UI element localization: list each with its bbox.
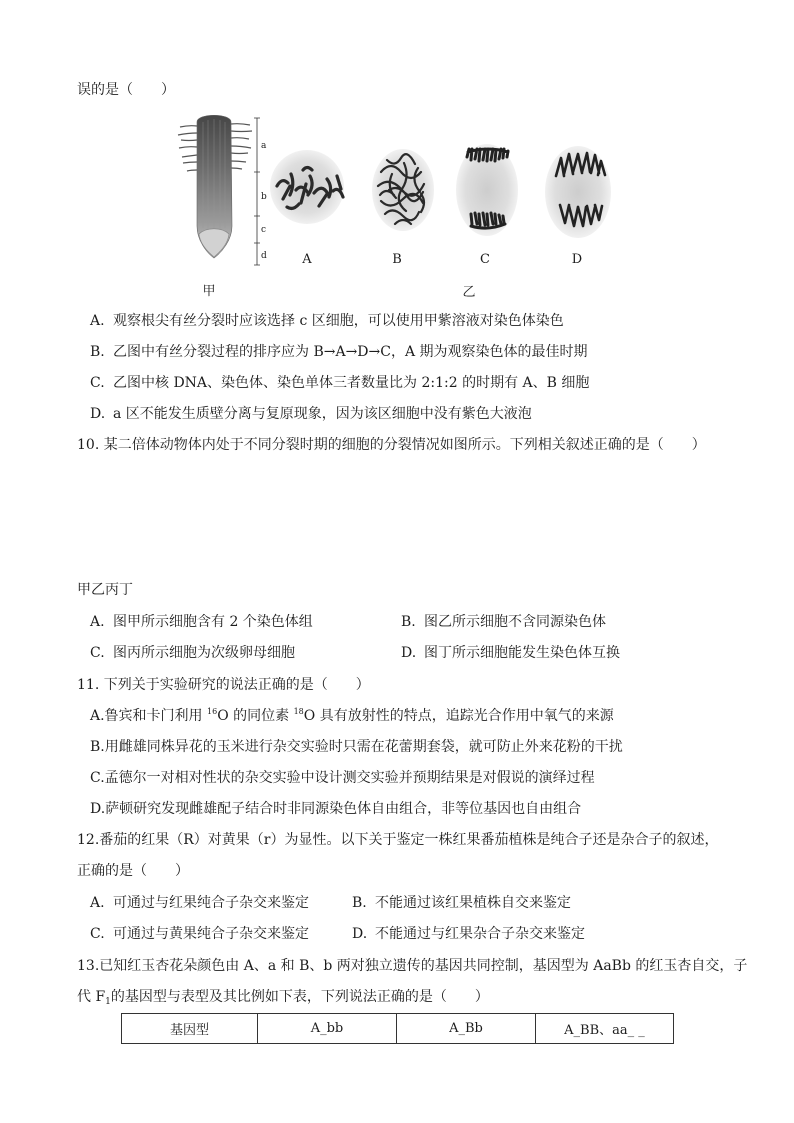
q10-figure-caption: 甲乙丙丁 bbox=[77, 582, 133, 598]
option-label: C. bbox=[90, 645, 105, 661]
panel-label-yi: 乙 bbox=[462, 285, 476, 300]
q10-option-c bbox=[90, 644, 295, 662]
zone-label-d: d bbox=[261, 251, 267, 261]
stem-text-part: 代 F bbox=[77, 989, 106, 1005]
q13-stem-line1: 13.已知红玉杏花朵颜色由 A、a 和 B、b 两对独立遗传的基因共同控制，基因型为 AaBb 的红玉杏自交，子 bbox=[77, 958, 748, 974]
q10-option-a bbox=[90, 613, 313, 631]
option-text: 不能通过与红果杂合子杂交来鉴定 bbox=[375, 926, 585, 942]
cell-c-chromosomes-bottom bbox=[471, 213, 505, 228]
isotope-mass-number: 18 bbox=[293, 707, 304, 716]
option-text-part: A.鲁宾和卡门利用 bbox=[90, 708, 208, 724]
option-text: 图乙所示细胞不含同源染色体 bbox=[424, 614, 606, 630]
q9-option-a bbox=[90, 312, 564, 330]
cell-image-a bbox=[270, 150, 344, 224]
option-label: B. bbox=[90, 344, 105, 360]
q11-option-a bbox=[90, 707, 614, 725]
cell-label-c: C bbox=[480, 252, 490, 267]
cell-image-d bbox=[545, 146, 611, 238]
cell-label-b: B bbox=[392, 252, 402, 267]
option-label: D. bbox=[401, 645, 417, 661]
q12-option-c bbox=[90, 925, 309, 943]
q11-option-b: B.用雌雄同株异花的玉米进行杂交实验时只需在花蕾期套袋，就可防止外来花粉的干扰 bbox=[90, 739, 623, 755]
q11-option-d: D.萨顿研究发现雌雄配子结合时非同源染色体自由组合，非等位基因也自由组合 bbox=[90, 801, 582, 817]
generation-subscript: 1 bbox=[105, 997, 111, 1007]
q12-option-b bbox=[352, 894, 571, 912]
table-row bbox=[122, 1014, 674, 1044]
isotope-mass-number: 16 bbox=[207, 707, 218, 716]
genotype-table bbox=[121, 1013, 674, 1044]
table-cell: A_BB、aa_ _ bbox=[536, 1014, 674, 1044]
option-label: D. bbox=[352, 926, 368, 942]
zone-scale-line bbox=[254, 118, 260, 265]
cell-image-b bbox=[372, 149, 434, 231]
q12-option-d bbox=[352, 925, 585, 943]
panel-label-jia: 甲 bbox=[202, 284, 216, 299]
option-text: 乙图中核 DNA、染色体、染色单体三者数量比为 2:1:2 的时期有 A、B 细胞 bbox=[113, 375, 590, 391]
q12-option-a bbox=[90, 894, 309, 912]
cell-label-d: D bbox=[571, 252, 583, 267]
option-label: A. bbox=[90, 313, 105, 329]
q11-option-c: C.孟德尔一对相对性状的杂交实验中设计测交实验并预期结果是对假说的演绎过程 bbox=[90, 770, 595, 786]
option-text: 可通过与黄果纯合子杂交来鉴定 bbox=[113, 926, 309, 942]
option-text: 观察根尖有丝分裂时应该选择 c 区细胞，可以使用甲紫溶液对染色体染色 bbox=[113, 313, 564, 329]
zone-label-b: b bbox=[261, 192, 267, 202]
zone-label-a: a bbox=[261, 141, 267, 151]
option-label: B. bbox=[401, 614, 416, 630]
q10-option-d bbox=[401, 644, 620, 662]
cell-image-c bbox=[456, 144, 518, 236]
option-label: B. bbox=[352, 895, 367, 911]
option-label: C. bbox=[90, 375, 105, 391]
option-text-part: O 的同位素 bbox=[217, 708, 294, 724]
option-label: A. bbox=[90, 895, 105, 911]
option-label: D. bbox=[90, 406, 106, 422]
root-cap bbox=[199, 229, 229, 257]
cell-a-body bbox=[270, 150, 344, 224]
q9-option-b bbox=[90, 343, 588, 361]
option-text: 不能通过该红果植株自交来鉴定 bbox=[375, 895, 571, 911]
option-label: A. bbox=[90, 614, 105, 630]
q13-stem-line2 bbox=[77, 988, 489, 1006]
q9-stem-tail: 误的是（ ） bbox=[77, 82, 175, 98]
option-text: 图甲所示细胞含有 2 个染色体组 bbox=[113, 614, 313, 630]
option-label: C. bbox=[90, 926, 105, 942]
option-text: 图丙所示细胞为次级卵母细胞 bbox=[113, 645, 295, 661]
q10-stem: 10. 某二倍体动物体内处于不同分裂时期的细胞的分裂情况如图所示。下列相关叙述正确的是（ ） bbox=[77, 437, 706, 453]
cell-label-a: A bbox=[302, 252, 312, 267]
option-text: a 区不能发生质壁分离与复原现象，因为该区细胞中没有紫色大液泡 bbox=[113, 406, 532, 422]
option-text: 乙图中有丝分裂过程的排序应为 B→A→D→C，A 期为观察染色体的最佳时期 bbox=[113, 344, 588, 360]
q9-figure bbox=[0, 100, 794, 310]
q12-stem-line1: 12.番茄的红果（R）对黄果（r）为显性。以下关于鉴定一株红果番茄植株是纯合子还是杂合子的叙述， bbox=[77, 832, 719, 848]
table-cell: 基因型 bbox=[122, 1014, 258, 1044]
q9-option-c bbox=[90, 374, 589, 392]
q11-stem: 11. 下列关于实验研究的说法正确的是（ ） bbox=[77, 677, 370, 693]
option-text: 图丁所示细胞能发生染色体互换 bbox=[424, 645, 620, 661]
option-text-part: O 具有放射性的特点，追踪光合作用中氧气的来源 bbox=[303, 708, 614, 724]
table-cell: A_bb bbox=[258, 1014, 397, 1044]
q9-option-d bbox=[90, 405, 532, 423]
option-text: 可通过与红果纯合子杂交来鉴定 bbox=[113, 895, 309, 911]
q10-option-b bbox=[401, 613, 606, 631]
table-cell: A_Bb bbox=[397, 1014, 536, 1044]
q12-stem-line2: 正确的是（ ） bbox=[77, 863, 189, 879]
root-tip-diagram bbox=[178, 115, 267, 265]
stem-text-part: 的基因型与表型及其比例如下表，下列说法正确的是（ ） bbox=[110, 989, 489, 1005]
zone-label-c: c bbox=[261, 225, 267, 235]
